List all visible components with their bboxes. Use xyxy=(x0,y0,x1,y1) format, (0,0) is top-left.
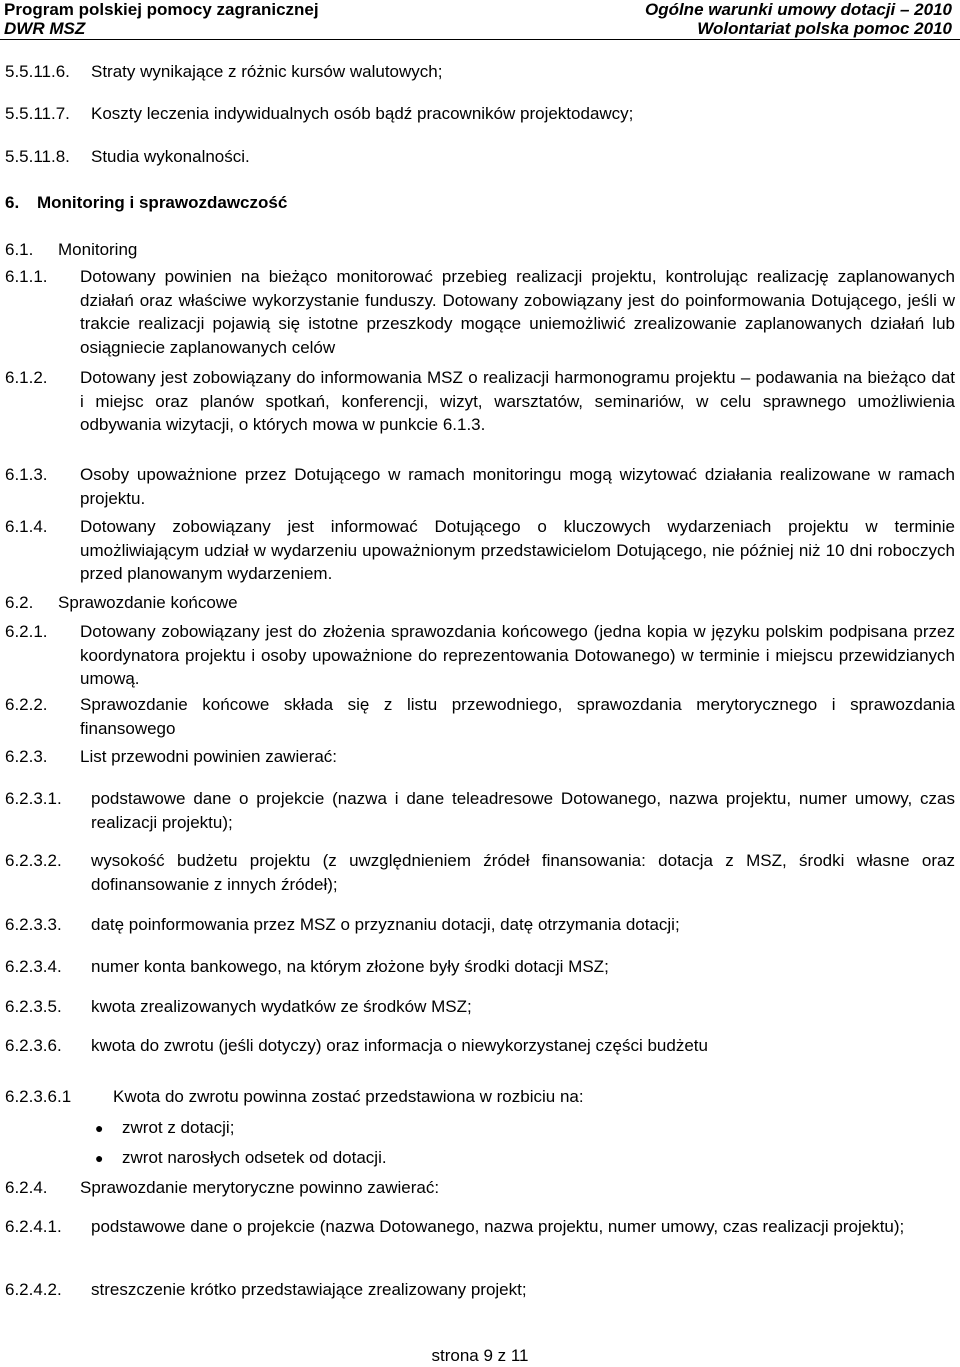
item-text: kwota zrealizowanych wydatków ze środków MSZ; xyxy=(91,997,472,1016)
item-text: Sprawozdanie merytoryczne powinno zawierać: xyxy=(80,1178,440,1197)
item-number: 5.5.11.6. xyxy=(5,62,70,81)
item-number: 6.2.2. xyxy=(5,695,48,714)
item-number: 6.2.3. xyxy=(5,747,48,766)
item-text: Dotowany powinien na bieżąco monitorować przebieg realizacji projektu, kontrolując realizację zaplanowanych działań oraz właściwe wykorzystanie funduszy. Dotowany zobowiązany jest do poinformowania Dotującego, jeśli w trakcie realizacji pojawią się istotne przeszkody mogące uniemożliwić zrealizowanie zaplanowanych działań lub osiągniecie zaplanowanych celów xyxy=(80,267,955,357)
item-text: List przewodni powinien zawierać: xyxy=(80,747,338,766)
bullet-dot-icon: ● xyxy=(95,1120,104,1136)
item-number: 6.2.1. xyxy=(5,622,48,641)
item-text: Kwota do zwrotu powinna zostać przedstawiona w rozbiciu na: xyxy=(113,1087,584,1106)
item-number: 6.1. xyxy=(5,240,34,259)
item-number: 6.2.3.6.1 xyxy=(5,1087,72,1106)
header-divider xyxy=(0,39,960,40)
header-right-line1: Ogólne warunki umowy dotacji – 2010 xyxy=(644,0,952,19)
item-text: Koszty leczenia indywidualnych osób bądź pracowników projektodawcy; xyxy=(91,104,634,123)
item-number: 6.2.4. xyxy=(5,1178,48,1197)
item-text: Monitoring i sprawozdawczość xyxy=(37,193,288,212)
item-number: 6.1.4. xyxy=(5,517,48,536)
item-number: 6.2. xyxy=(5,593,34,612)
item-number: 6. xyxy=(5,193,20,212)
item-text: Osoby upoważnione przez Dotującego w ramach monitoringu mogą wizytować działania realizowane w ramach projektu. xyxy=(80,465,955,508)
item-text: podstawowe dane o projekcie (nazwa i dane teleadresowe Dotowanego, nazwa projektu, numer umowy, czas realizacji projektu); xyxy=(91,789,955,832)
item-text: numer konta bankowego, na którym złożone były środki dotacji MSZ; xyxy=(91,957,609,976)
item-text: datę poinformowania przez MSZ o przyznaniu dotacji, datę otrzymania dotacji; xyxy=(91,915,680,934)
item-text: streszczenie krótko przedstawiające zrealizowany projekt; xyxy=(91,1280,527,1299)
item-number: 6.2.4.1. xyxy=(5,1217,62,1236)
item-text: zwrot narosłych odsetek od dotacji. xyxy=(122,1148,387,1167)
item-number: 6.1.2. xyxy=(5,368,48,387)
header-left-line2: DWR MSZ xyxy=(4,19,86,38)
item-number: 6.1.1. xyxy=(5,267,48,286)
header-right-line2: Wolontariat polska pomoc 2010 xyxy=(697,19,952,38)
item-text: Sprawozdanie końcowe składa się z listu przewodniego, sprawozdania merytorycznego i sprawozdania finansowego xyxy=(80,695,955,738)
item-text: Studia wykonalności. xyxy=(91,147,250,166)
item-number: 6.2.3.6. xyxy=(5,1036,62,1055)
item-text: Monitoring xyxy=(58,240,138,259)
item-text: kwota do zwrotu (jeśli dotyczy) oraz informacja o niewykorzystanej części budżetu xyxy=(91,1036,708,1055)
item-number: 6.1.3. xyxy=(5,465,48,484)
item-number: 6.2.3.1. xyxy=(5,789,62,808)
item-text: Dotowany zobowiązany jest informować Dotującego o kluczowych wydarzeniach projektu w terminie umożliwiającym udział w wydarzeniu upoważnionym przedstawicielom Dotującego, nie później niż 10 dni roboczych przed planowanym wydarzeniem. xyxy=(80,517,955,583)
bullet-dot-icon: ● xyxy=(95,1150,104,1166)
item-number: 6.2.3.2. xyxy=(5,851,62,870)
item-text: zwrot z dotacji; xyxy=(122,1118,235,1137)
header-left-line1: Program polskiej pomocy zagranicznej xyxy=(4,0,319,19)
item-text: wysokość budżetu projektu (z uwzględnieniem źródeł finansowania: dotacja z MSZ, środki własne oraz dofinansowanie z innych źródeł); xyxy=(91,851,955,894)
item-number: 6.2.3.3. xyxy=(5,915,62,934)
item-number: 6.2.3.4. xyxy=(5,957,62,976)
item-text: Dotowany zobowiązany jest do złożenia sprawozdania końcowego (jedna kopia w języku polskim podpisana przez koordynatora projektu i osoby upoważnione do reprezentowania Dotowanego) w terminie i miejscu przewidzianych umową. xyxy=(80,622,955,688)
item-text: Dotowany jest zobowiązany do informowania MSZ o realizacji harmonogramu projektu – podawania na bieżąco dat i miejsc oraz planów spotkań, konferencji, wizyt, warsztatów, seminariów, w celu sprawnego umożliwienia odbywania wizytacji, o których mowa w punkcie 6.1.3. xyxy=(80,368,955,434)
item-number: 6.2.4.2. xyxy=(5,1280,62,1299)
item-number: 5.5.11.8. xyxy=(5,147,70,166)
item-text: podstawowe dane o projekcie (nazwa Dotowanego, nazwa projektu, numer umowy, czas realizacji projektu); xyxy=(91,1217,905,1236)
page-header xyxy=(0,0,960,38)
item-text: Straty wynikające z różnic kursów walutowych; xyxy=(91,62,443,81)
item-number: 5.5.11.7. xyxy=(5,104,70,123)
item-number: 6.2.3.5. xyxy=(5,997,62,1016)
item-text: Sprawozdanie końcowe xyxy=(58,593,238,612)
page-number: strona 9 z 11 xyxy=(431,1346,529,1365)
